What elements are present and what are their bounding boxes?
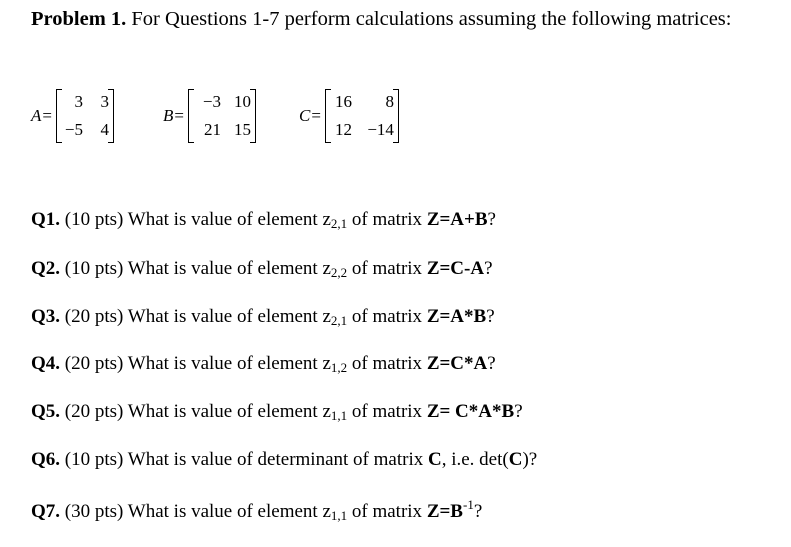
problem-heading <box>31 8 731 31</box>
question-text: of matrix <box>347 501 427 522</box>
question-label: Q1. <box>31 209 61 230</box>
question-2 <box>31 258 493 281</box>
matrix-c <box>299 88 399 144</box>
matrix-expression: Z=A+B <box>426 209 488 230</box>
question-text: of matrix <box>347 353 427 374</box>
element-subscript: 2,1 <box>330 313 348 328</box>
question-1 <box>31 209 496 232</box>
matrix-b-equals: = <box>174 106 184 125</box>
question-end: ? <box>514 401 523 422</box>
matrix-a-bracket <box>56 89 114 143</box>
problem-label: Problem 1. <box>31 8 127 30</box>
matrix-cell: 4 <box>100 120 109 139</box>
question-text: (20 pts) What is value of element z <box>60 306 331 327</box>
matrix-cell: 3 <box>100 92 109 111</box>
matrix-b <box>163 88 256 144</box>
matrix-row <box>330 117 394 143</box>
matrix-row <box>193 117 251 143</box>
question-label: Q4. <box>31 353 61 374</box>
element-subscript: 2,2 <box>330 265 348 280</box>
matrix-expression: C <box>508 449 523 470</box>
matrix-c-name: C <box>299 106 311 125</box>
matrix-cell: 21 <box>203 120 221 139</box>
matrix-a-name: A <box>31 106 42 125</box>
question-text: (20 pts) What is value of element z <box>60 353 331 374</box>
matrix-b-name: B <box>163 106 174 125</box>
question-text: (20 pts) What is value of element z <box>60 401 331 422</box>
question-end: ? <box>484 258 493 279</box>
question-end: ? <box>487 209 496 230</box>
matrix-expression: Z=B <box>426 501 463 522</box>
matrix-cell: −14 <box>367 120 394 139</box>
question-end: ? <box>486 306 495 327</box>
question-text: (10 pts) What is value of determinant of matrix <box>60 449 428 470</box>
matrix-cell: 12 <box>334 120 352 139</box>
question-3 <box>31 306 495 329</box>
matrix-b-bracket <box>188 89 256 143</box>
question-label: Q6. <box>31 449 61 470</box>
question-text: of matrix <box>347 209 427 230</box>
question-end: )? <box>522 449 538 470</box>
question-text: (10 pts) What is value of element z <box>60 258 331 279</box>
matrix-expression: Z= C*A*B <box>426 401 515 422</box>
matrix-cell: 16 <box>334 92 352 111</box>
question-label: Q2. <box>31 258 61 279</box>
question-text: of matrix <box>347 258 427 279</box>
matrix-cell: 15 <box>233 120 251 139</box>
question-end: ? <box>487 353 496 374</box>
element-subscript: 1,2 <box>330 360 348 375</box>
matrix-expression: C <box>427 449 442 470</box>
matrix-cell: −3 <box>202 92 221 111</box>
matrix-row <box>61 89 109 115</box>
inverse-superscript: -1 <box>463 497 474 512</box>
question-end: ? <box>473 501 483 522</box>
question-label: Q7. <box>31 501 61 522</box>
question-text: of matrix <box>347 306 427 327</box>
question-text: (30 pts) What is value of element z <box>60 501 331 522</box>
question-label: Q5. <box>31 401 61 422</box>
matrix-cell: −5 <box>64 120 83 139</box>
matrix-c-equals: = <box>311 106 321 125</box>
question-6 <box>31 449 537 471</box>
element-subscript: 1,1 <box>330 508 348 523</box>
matrix-c-bracket <box>325 89 399 143</box>
problem-text: For Questions 1-7 perform calculations assuming the following matrices: <box>126 8 732 30</box>
matrix-expression: Z=C-A <box>426 258 485 279</box>
question-5 <box>31 401 523 424</box>
matrix-cell: 3 <box>74 92 83 111</box>
matrix-cell: 8 <box>385 92 394 111</box>
matrix-expression: Z=A*B <box>426 306 487 327</box>
matrix-row <box>193 89 251 115</box>
matrix-a-equals: = <box>42 106 52 125</box>
matrix-row <box>61 117 109 143</box>
question-label: Q3. <box>31 306 61 327</box>
question-text: (10 pts) What is value of element z <box>60 209 331 230</box>
matrix-row <box>330 89 394 115</box>
element-subscript: 1,1 <box>330 408 348 423</box>
matrix-a <box>31 88 114 144</box>
question-4 <box>31 353 496 376</box>
question-text: of matrix <box>347 401 427 422</box>
element-subscript: 2,1 <box>330 216 348 231</box>
matrix-cell: 10 <box>233 92 251 111</box>
question-7 <box>31 497 482 524</box>
matrix-expression: Z=C*A <box>426 353 488 374</box>
question-text: , i.e. det( <box>441 449 509 470</box>
